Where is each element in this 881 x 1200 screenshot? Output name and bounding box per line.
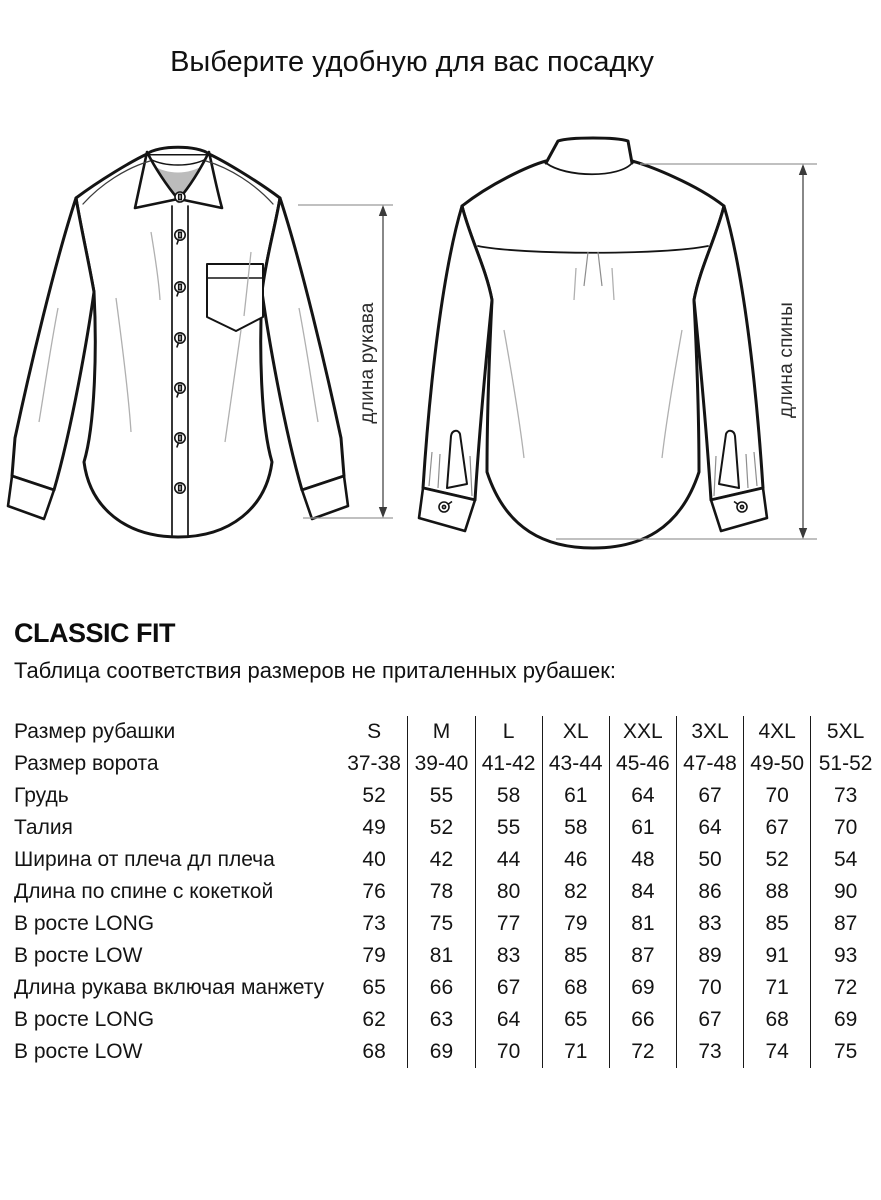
button-icon	[175, 192, 185, 202]
table-cell: 41-42	[475, 748, 542, 780]
front-collar-band	[147, 147, 209, 154]
back-body	[462, 161, 724, 548]
table-cell: 37-38	[347, 752, 401, 775]
table-cell: 51-52	[811, 748, 880, 780]
table-cell: 52	[744, 844, 811, 876]
table-row	[14, 876, 880, 908]
table-row	[14, 1004, 880, 1036]
table-cell: 49-50	[744, 748, 811, 780]
table-cell: 70	[676, 972, 743, 1004]
table-cell: 73	[362, 912, 386, 935]
table-cell: 70	[475, 1036, 542, 1068]
row-label: Ширина от плеча дл плеча	[14, 848, 275, 871]
table-cell: 75	[811, 1036, 880, 1068]
table-cell: 64	[609, 780, 676, 812]
table-cell: 66	[609, 1004, 676, 1036]
table-cell: 44	[475, 844, 542, 876]
table-cell: XXL	[609, 716, 676, 748]
table-cell: 4XL	[744, 716, 811, 748]
table-cell: 85	[744, 908, 811, 940]
table-cell: 65	[542, 1004, 609, 1036]
row-label: Длина рукава включая манжету	[14, 976, 325, 999]
table-row	[14, 748, 880, 780]
table-cell: 67	[676, 1004, 743, 1036]
table-cell: 76	[362, 880, 386, 903]
table-cell: 66	[408, 972, 475, 1004]
table-cell: 82	[542, 876, 609, 908]
table-cell: 86	[676, 876, 743, 908]
table-cell: 81	[609, 908, 676, 940]
table-cell: 72	[609, 1036, 676, 1068]
front-right-sleeve	[262, 198, 344, 490]
table-cell: 89	[676, 940, 743, 972]
table-cell: 43-44	[542, 748, 609, 780]
row-label: Талия	[14, 816, 73, 839]
table-row	[14, 1036, 880, 1068]
table-cell: 46	[542, 844, 609, 876]
table-cell: 83	[676, 908, 743, 940]
table-row	[14, 716, 880, 748]
table-row	[14, 780, 880, 812]
table-cell: 90	[811, 876, 880, 908]
table-cell: 80	[475, 876, 542, 908]
table-cell: 45-46	[609, 748, 676, 780]
size-table	[14, 716, 880, 1068]
arrow-down-icon	[799, 528, 807, 539]
table-cell: 73	[811, 780, 880, 812]
section-subtitle: Таблица соответствия размеров не приталенных рубашек:	[14, 658, 616, 683]
table-cell: 70	[744, 780, 811, 812]
page-title: Выберите удобную для вас посадку	[170, 46, 654, 78]
front-pocket	[207, 264, 263, 331]
table-cell: XL	[542, 716, 609, 748]
table-cell: M	[408, 716, 475, 748]
table-cell: 78	[408, 876, 475, 908]
table-cell: 39-40	[408, 748, 475, 780]
row-label: В росте LONG	[14, 912, 155, 935]
table-cell: 71	[744, 972, 811, 1004]
table-cell: 67	[475, 972, 542, 1004]
arrow-up-icon	[799, 164, 807, 175]
table-cell: 5XL	[811, 716, 880, 748]
table-cell: 68	[744, 1004, 811, 1036]
table-cell: 68	[542, 972, 609, 1004]
table-cell: 55	[475, 812, 542, 844]
table-cell: 87	[811, 908, 880, 940]
table-row	[14, 940, 880, 972]
table-row	[14, 972, 880, 1004]
table-row	[14, 812, 880, 844]
table-cell: 58	[542, 812, 609, 844]
table-cell: 3XL	[676, 716, 743, 748]
table-cell: 48	[609, 844, 676, 876]
table-cell: 72	[811, 972, 880, 1004]
table-cell: 88	[744, 876, 811, 908]
table-cell: 93	[811, 940, 880, 972]
row-label: Размер рубашки	[14, 720, 176, 743]
table-cell: 87	[609, 940, 676, 972]
front-left-sleeve	[12, 198, 94, 490]
table-cell: 83	[475, 940, 542, 972]
table-row	[14, 908, 880, 940]
table-cell: 54	[811, 844, 880, 876]
size-table-body	[14, 716, 880, 1068]
table-cell: 71	[542, 1036, 609, 1068]
row-label: Длина по спине с кокеткой	[14, 880, 274, 903]
row-label: В росте LOW	[14, 944, 143, 967]
row-label: В росте LONG	[14, 1008, 155, 1031]
section-heading: CLASSIC FIT	[14, 618, 175, 648]
table-cell: L	[475, 716, 542, 748]
table-row	[14, 844, 880, 876]
table-cell: 42	[408, 844, 475, 876]
table-cell: 62	[362, 1008, 386, 1031]
table-cell: 67	[676, 780, 743, 812]
table-cell: 58	[475, 780, 542, 812]
table-cell: 63	[408, 1004, 475, 1036]
table-cell: 40	[362, 848, 386, 871]
table-cell: 52	[362, 784, 386, 807]
table-cell: 85	[542, 940, 609, 972]
row-label: Грудь	[14, 784, 69, 807]
table-cell: 91	[744, 940, 811, 972]
sleeve-length-label: длина рукава	[357, 302, 378, 424]
table-cell: 77	[475, 908, 542, 940]
row-label: В росте LOW	[14, 1040, 143, 1063]
table-cell: S	[367, 720, 382, 743]
table-cell: 74	[744, 1036, 811, 1068]
table-cell: 84	[609, 876, 676, 908]
back-length-label: длина спины	[776, 302, 797, 418]
table-cell: 67	[744, 812, 811, 844]
table-cell: 81	[408, 940, 475, 972]
table-cell: 79	[362, 944, 386, 967]
back-collar	[546, 138, 632, 163]
table-cell: 65	[362, 976, 386, 999]
row-label: Размер ворота	[14, 752, 159, 775]
table-cell: 73	[676, 1036, 743, 1068]
arrow-up-icon	[379, 205, 387, 216]
table-cell: 55	[408, 780, 475, 812]
table-cell: 75	[408, 908, 475, 940]
arrow-down-icon	[379, 507, 387, 518]
table-cell: 61	[542, 780, 609, 812]
table-cell: 49	[362, 816, 386, 839]
table-cell: 64	[676, 812, 743, 844]
table-cell: 68	[362, 1040, 386, 1063]
table-cell: 52	[408, 812, 475, 844]
table-cell: 69	[408, 1036, 475, 1068]
table-cell: 69	[811, 1004, 880, 1036]
table-cell: 69	[609, 972, 676, 1004]
table-cell: 47-48	[676, 748, 743, 780]
table-cell: 61	[609, 812, 676, 844]
table-cell: 79	[542, 908, 609, 940]
table-cell: 70	[811, 812, 880, 844]
table-cell: 64	[475, 1004, 542, 1036]
table-cell: 50	[676, 844, 743, 876]
button-icon	[175, 483, 185, 493]
